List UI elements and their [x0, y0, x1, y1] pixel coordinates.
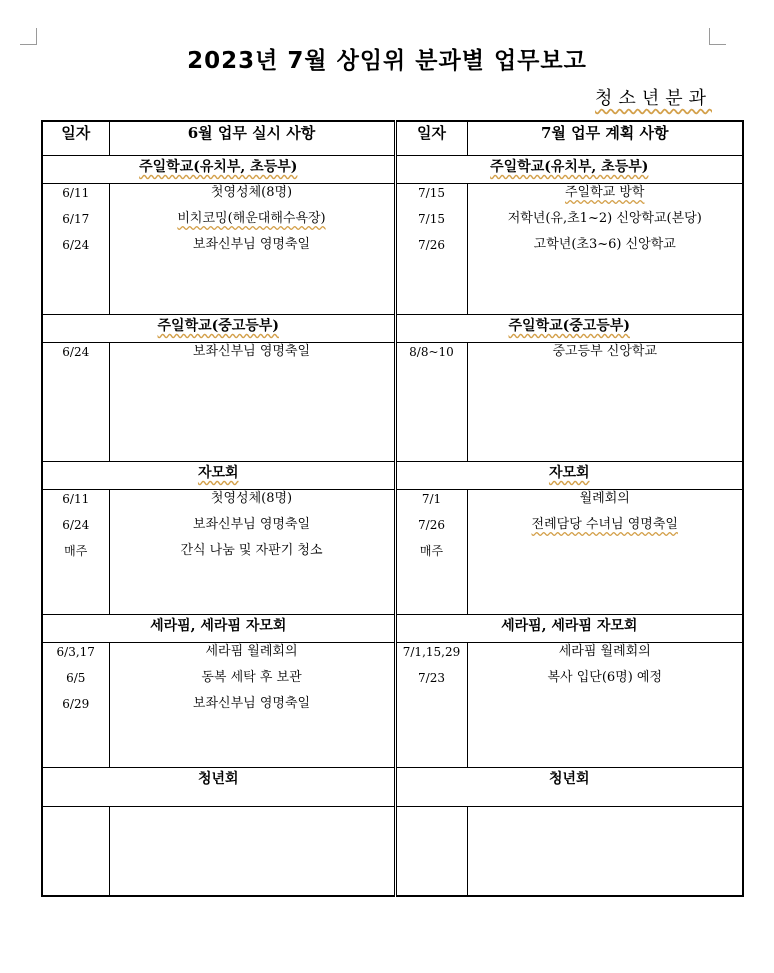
- list-item: [468, 542, 743, 568]
- list-item: 전례담당 수녀님 영명축일: [531, 517, 678, 532]
- header-june-done: 6월 업무 실시 사항: [109, 121, 395, 156]
- july-items-cell: [467, 343, 743, 462]
- date-item: 6/5: [66, 671, 86, 685]
- date-item: 7/26: [418, 238, 445, 252]
- july-dates-cell: [395, 184, 467, 315]
- list-item: 비치코밍(해운대해수욕장): [177, 211, 326, 226]
- date-item: 7/1,15,29: [402, 645, 461, 659]
- list-item: 고학년(초3~6) 신앙학교: [533, 237, 676, 252]
- section-title-june: 자모회: [42, 462, 395, 490]
- list-item: 저학년(유,초1~2) 신앙학교(본당): [507, 211, 702, 226]
- june-dates-cell: [42, 184, 109, 315]
- list-item: 동복 세탁 후 보관: [201, 670, 302, 685]
- july-items-cell: [467, 643, 743, 768]
- section-title-june: 주일학교(중고등부): [42, 315, 395, 343]
- section-title-june: 주일학교(유치부, 초등부): [42, 156, 395, 184]
- date-item: 6/24: [62, 345, 90, 359]
- list-item: 월례회의: [579, 491, 630, 506]
- date-item: 6/29: [62, 697, 90, 711]
- date-item: 7/26: [418, 518, 445, 532]
- june-dates-cell: [42, 490, 109, 615]
- date-item: 6/17: [62, 212, 90, 226]
- header-july-plan: 7월 업무 계획 사항: [467, 121, 743, 156]
- section-body-row: [42, 643, 743, 768]
- table-header-row: [42, 121, 743, 156]
- july-dates-cell: [395, 807, 467, 897]
- section-title-row: [42, 156, 743, 184]
- list-item: 주일학교 방학: [565, 185, 645, 200]
- date-item: 6/3,17: [56, 645, 95, 659]
- list-item: 간식 나눔 및 자판기 청소: [180, 543, 323, 558]
- list-item: 보좌신부님 영명축일: [192, 696, 311, 711]
- date-item: 6/24: [62, 238, 90, 252]
- section-title-row: [42, 315, 743, 343]
- june-items-cell: [109, 490, 395, 615]
- june-dates-cell: [42, 343, 109, 462]
- section-body-row: [42, 807, 743, 897]
- list-item: 보좌신부님 영명축일: [192, 517, 311, 532]
- june-items-cell: [109, 343, 395, 462]
- department-name: 청소년분과: [595, 88, 712, 109]
- header-date-july: 일자: [395, 121, 467, 156]
- list-item: 중고등부 신앙학교: [552, 344, 658, 359]
- section-title-row: [42, 462, 743, 490]
- section-body-row: [42, 343, 743, 462]
- section-title-row: [42, 768, 743, 807]
- list-item: 세라핌 월례회의: [205, 644, 298, 659]
- june-items-cell: [109, 807, 395, 897]
- june-items-cell: [109, 643, 395, 768]
- july-items-cell: [467, 184, 743, 315]
- date-item: 7/1: [421, 492, 442, 506]
- section-title-july: 세라핌, 세라핌 자모회: [395, 615, 743, 643]
- date-item: 7/15: [418, 186, 445, 200]
- section-title-july: 자모회: [395, 462, 743, 490]
- july-dates-cell: [395, 490, 467, 615]
- date-item: 매주: [419, 544, 444, 558]
- list-item: 첫영성체(8명): [210, 185, 293, 200]
- section-body-row: [42, 490, 743, 615]
- section-title-row: [42, 615, 743, 643]
- list-item: 첫영성체(8명): [210, 491, 293, 506]
- section-title-june: 청년회: [42, 768, 395, 807]
- june-dates-cell: [42, 807, 109, 897]
- date-item: 6/11: [62, 186, 90, 200]
- report-table: [41, 120, 744, 897]
- july-dates-cell: [395, 343, 467, 462]
- list-item: 복사 입단(6명) 예정: [547, 670, 663, 685]
- july-dates-cell: [395, 643, 467, 768]
- document-title: 2023년 7월 상임위 분과별 업무보고: [187, 48, 587, 74]
- section-title-june: 세라핌, 세라핌 자모회: [42, 615, 395, 643]
- list-item: 보좌신부님 영명축일: [192, 237, 311, 252]
- date-item: 7/15: [418, 212, 445, 226]
- section-title-july: 주일학교(유치부, 초등부): [395, 156, 743, 184]
- header-date-june: 일자: [42, 121, 109, 156]
- july-items-cell: [467, 490, 743, 615]
- section-body-row: [42, 184, 743, 315]
- date-item: 매주: [64, 544, 88, 558]
- date-item: 6/11: [62, 492, 90, 506]
- list-item: 세라핌 월례회의: [558, 644, 651, 659]
- date-item: 8/8~10: [409, 345, 454, 359]
- section-title-july: 주일학교(중고등부): [395, 315, 743, 343]
- section-title-july: 청년회: [395, 768, 743, 807]
- june-items-cell: [109, 184, 395, 315]
- june-dates-cell: [42, 643, 109, 768]
- list-item: 보좌신부님 영명축일: [192, 344, 311, 359]
- july-items-cell: [467, 807, 743, 897]
- date-item: 7/23: [418, 671, 445, 685]
- date-item: 6/24: [62, 518, 90, 532]
